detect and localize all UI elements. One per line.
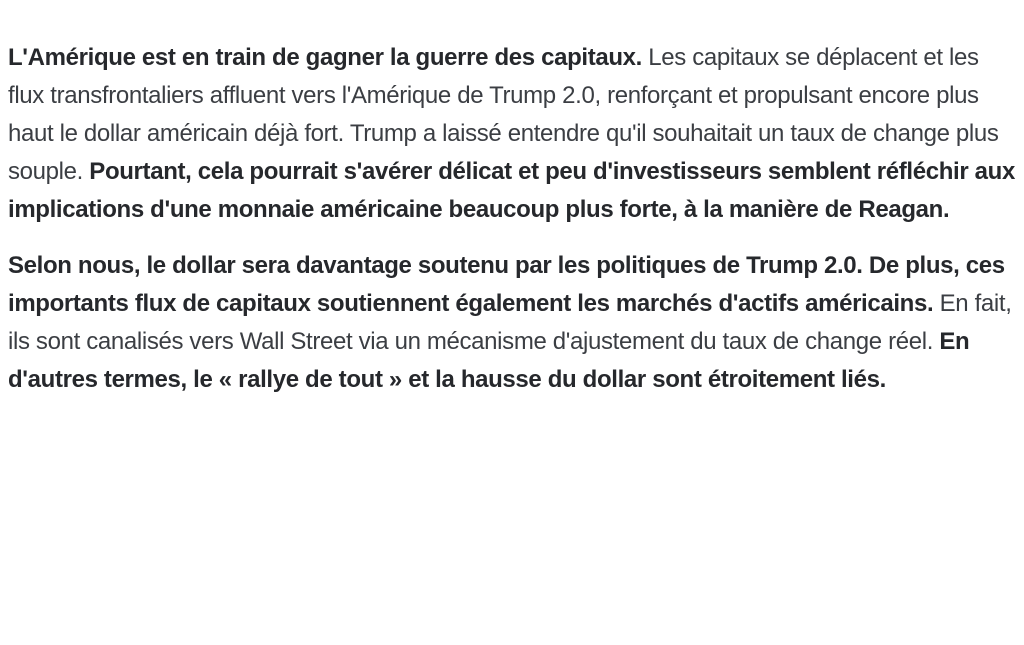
- paragraph-1-tail-bold: Pourtant, cela pourrait s'avérer délicat et peu d'investisseurs semblent réfléchir aux implications d'une monnaie américaine beaucoup plus forte, à la manière de Reagan.: [8, 158, 1015, 223]
- paragraph-2-regular-text: En fait, ils sont canalisés vers Wall Street via un mécanisme d'ajustement du taux de change réel.: [8, 290, 1012, 355]
- paragraph-1-regular-text: Les capitaux se déplacent et les flux transfrontaliers affluent vers l'Amérique de Trump 2.0, renforçant et propulsant encore plus haut le dollar américain déjà fort. Trump a laissé entendre qu'il souhaitait un taux de change plus souple.: [8, 44, 999, 185]
- paragraph-1-lead-bold: L'Amérique est en train de gagner la guerre des capitaux.: [8, 44, 642, 71]
- paragraph-1: [8, 39, 1018, 229]
- paragraph-2-tail-bold: En d'autres termes, le « rallye de tout » et la hausse du dollar sont étroitement liés.: [8, 328, 970, 393]
- paragraph-2: [8, 247, 1018, 399]
- paragraph-2-lead-bold: Selon nous, le dollar sera davantage soutenu par les politiques de Trump 2.0. De plus, ces importants flux de capitaux soutiennent également les marchés d'actifs américains.: [8, 252, 1005, 317]
